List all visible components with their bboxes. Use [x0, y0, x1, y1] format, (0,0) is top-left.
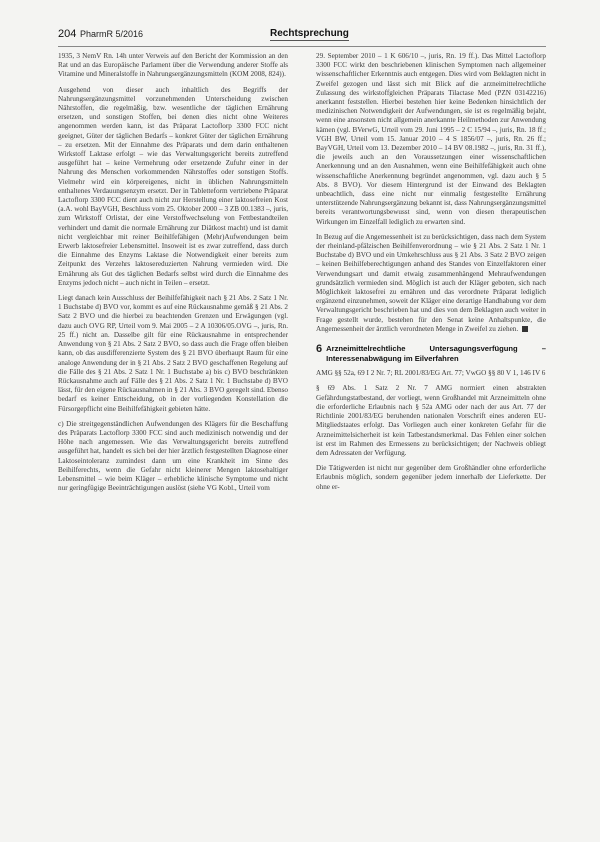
page-header: [58, 28, 546, 46]
paragraph: 1935, 3 NemV Rn. 14h unter Verweis auf den Bericht der Kommission an den Rat und an das Europäische Parlament über die Verwendung anderer Stoffe als Vitamine und Mineralstoffe in Nahrungsergänzungsmitteln (KOM 2008, 824)).: [58, 52, 288, 79]
end-of-article-mark: [522, 326, 528, 332]
paragraph: Die Tätigwerden ist nicht nur gegenüber dem Großhändler ohne erforderliche Erlaubnis möglich, sondern gegenüber jedem innerhalb der Lieferkette. Der ohne er-: [316, 464, 546, 491]
paragraph: Liegt danach kein Ausschluss der Beihilfefähigkeit nach § 21 Abs. 2 Satz 1 Nr. 1 Buchstabe d) BVO vor, kommt es auf eine Rückausnahme gemäß § 21 Abs. 2 Satz 2 BVO und die hierbei zu beachtenden Grenzen und Erwägungen (vgl. dazu auch OVG RP, Urteil vom 9. Mai 2005 – 2 A 10306/05.OVG –, juris, Rn. 25 ff.) nicht an. Dasselbe gilt für eine Rückausnahme in entsprechender Anwendung von § 21 Abs. 2 Satz 2 BVO, so dass auch die Frage offen bleiben kann, ob das ausdifferenzierte System des § 21 BVO überhaupt Raum für eine analoge Anwendung der in § 21 Abs. 2 Satz 2 BVO geschaffenen Regelung auf die Fälle des § 21 Abs. 2 Satz 1 Nr. 1 Buchstabe a) bis c) BVO beschränkten Rückausnahme auch auf Fälle des § 21 Abs. 2 Satz 1 Nr. 1 Buchstabe d) BVO lässt, für den eigene Rückausnahmen in § 21 Abs. 3 BVO geregelt sind. Ebenso bedarf es keiner Entscheidung, ob in der vorliegenden Konstellation die Fürsorgepflicht eine Beihilfefähigkeit gebieten hätte.: [58, 294, 288, 413]
paragraph: c) Die streitgegenständlichen Aufwendungen des Klägers für die Beschaffung des Präparats Lactoflorp 3300 FCC sind auch medizinisch notwendig und der Höhe nach angemessen. Wie das Verwaltungsgericht bereits zutreffend ausgeführt hat, handelt es sich bei der hier ärztlich festgestellten Diagnose einer Laktoseintoleranz zumindest dann um eine Krankheit im Sinne des Beihilferechts, wenn die Gefahr nicht kleinerer Mengen laktosehaltiger Lebensmittel – wie beim Kläger – erhebliche klinische Symptome und nicht nur geringfügige Beeinträchtigungen auslöst (siehe VG Kobl., Urteil vom: [58, 419, 288, 493]
page-number: 204: [58, 28, 77, 40]
article-title: Arzneimittelrechtliche Untersagungsverfügung – Interessenabwägung im Eilverfahren: [326, 344, 546, 363]
right-column: [316, 52, 546, 498]
article-number: 6: [316, 343, 323, 356]
norm-references: AMG §§ 52a, 69 I 2 Nr. 7; RL 2001/83/EG Art. 77; VwGO §§ 80 V 1, 146 IV 6: [316, 369, 546, 378]
paragraph: [316, 233, 546, 334]
left-column: [58, 52, 288, 499]
paragraph: 29. September 2010 – 1 K 606/10 –, juris, Rn. 19 ff.). Das Mittel Lactoflorp 3300 FCC wirkt den beschriebenen klinischen Symptomen nach allgemeiner wissenschaftlicher Erkenntnis auch entgegen. Dies wird vom Beklagten nicht in Zweifel gezogen und lässt sich mit Blick auf die arzneimittelrechtliche Zulassung des wirkstoffgleichen Präparats Tilactase Med (PZN 03142216) anerkannt feststellen. Hierbei bestehen hier keine Bedenken hinsichtlich der medizinischen Notwendigkeit der Aufwendungen, sie ist es regelmäßig bejaht, wenn eine ansonsten nicht allgemein anerkannte Heilmethoden zur Anwendung kämen (vgl. BVerwG, Urteil vom 29. Juni 1995 – 2 C 15/94 –, juris, Rn. 18 ff.; VGH BW, Urteil vom 15. Januar 2010 – 4 S 1856/07 –, juris, Rn. 26 ff.; BayVGH, Urteil vom 13. Dezember 2010 – 14 BV 08.1982 –, juris, Rn. 31 ff.), die jeweils auch an den Voraussetzungen einer wissenschaftlichen Anerkennung und an den Ausnahmen, wenn eine Beihilfefähigkeit auch ohne wissenschaftliche Anerkennung begründet angenommen, vgl. dazu auch § 5 Abs. 8 BVO). Vor diesem Hintergrund ist der Einwand des Beklagten unbeachtlich, dass eine nicht nur einmalig festgestellte Ernährung unterstützende Nahrungsergänzung bekannt ist, dass Nahrungsergänzungsmittel bereits verantwortungsbewusst sind, wenn von diesen therapeutischen Wirkungen im Einzelfall lediglich zu erwarten sind.: [316, 52, 546, 226]
header-rule: [58, 46, 546, 47]
paragraph: Ausgehend von dieser auch inhaltlich des Begriffs der Nahrungsergänzungsmittel vorzunehmenden Unterscheidung zwischen Nährstoffen, die regelmäßig, bzw. wesentliche der täglichen Ernährung ersetzen, und sonstigen Stoffen, bei denen dies nicht ohne Weiteres angenommen werden kann, ist das Präparat Lactoflorp 3300 FCC nicht geeignet, Güter der täglichen Bedarfs – konkret Güter der täglichen Ernährung – zu ersetzen. Mit der Einnahme des Präparats und dem darin enthaltenen Wirkstoff Laktase erfolgt – wie das Verwaltungsgericht bereits zutreffend ausgeführt hat – keine Vermehrung oder ersetzende Zufuhr einer in der Nahrung des Menschen vorkommenden Nährstoffes oder sonstigen Stoffs. Vielmehr wird ein körpereigenes, nicht in üblichen Nahrungsmitteln enthaltenes Verdauungsenzym ersetzt. Der in Tabletteform vertriebene Präparat Lactoflorp 3300 FCC dient auch nicht zur Herstellung einer laktosefreien Kost (a.A. wohl BayVGH, Beschluss vom 25. Oktober 2000 – 3 ZB 00.1383 –, juris, zum Wirkstoff Orlistat, der eine Verstoffwechselung von Fettbestandteilen verhindert und damit die normale Ernährung zur Diätkost macht) und ist damit nicht vergleichbar mit reiner Beihilfefähigen (Mehr)Aufwendungen beim Erwerb laktosefreier Lebensmittel. Insoweit ist es zwar zutreffend, dass durch die Einnahme des Enzyms Laktase die Notwendigkeit einer bereits zum Zeitpunkt des Verzehrs laktosereduzierten Nahrung vermieden wird. Die Ernährung als Gut des täglichen Bedarfs selbst wird durch die Einnahme des Enzyms jedoch nicht – auch nicht in Teilen – ersetzt.: [58, 85, 288, 287]
paragraph-text: In Bezug auf die Angemessenheit ist zu berücksichtigen, dass nach dem System der rheinland-pfälzischen Beihilfenverordnung – wie § 21 Abs. 2 Satz 1 Nr. 1 Buchstabe d) BVO und ein Umkehrschluss aus § 21 Abs. 3 Satz 2 BVO zeigen – keinen Beihilfeberechtigungen anhand des Standes von Einzelfaktoren einer Verwendungsart und damit etwaig zusammenhängend Mehraufwendungen grundsätzlich vermieden sind. Möglich ist auch der Kläger geboten, sich nach Möglichkeit laktosefrei zu ernähren und das verordnete Präparat lediglich ergänzend einzunehmen, soweit der Kläger eine derartige Handhabung vor dem Verwaltungsgericht beschrieben hat und dies von dem Beklagten auch weiter in Frage gestellt wurde, bestehen für den Senat keine Anhaltspunkte, die Angemessenheit der ärztlich verordneten Menge in Zweifel zu ziehen.: [316, 232, 546, 333]
journal-name: PharmR 5/2016: [80, 29, 144, 39]
article-heading: [316, 344, 546, 363]
section-title: Rechtsprechung: [270, 28, 349, 39]
paragraph: § 69 Abs. 1 Satz 2 Nr. 7 AMG normiert einen abstrakten Gefährdungstatbestand, der vorliegt, wenn Großhandel mit Arzneimitteln ohne die erforderliche Erlaubnis nach § 52a AMG oder nach der aus Art. 77 der Richtlinie 2001/83/EG beruhenden nationalen Vorschrift eines anderen EU-Mitgliedstaates erfolgt. Das Vorliegen auch einer konkreten Gefahr für die Arzneimittelsicherheit ist kein Tatbestandsmerkmal. Das Fehlen einer solchen ist erst im Rahmen des Ermessens zu berücksichtigen; der Nachweis obliegt dem Adressaten der Verfügung.: [316, 384, 546, 457]
